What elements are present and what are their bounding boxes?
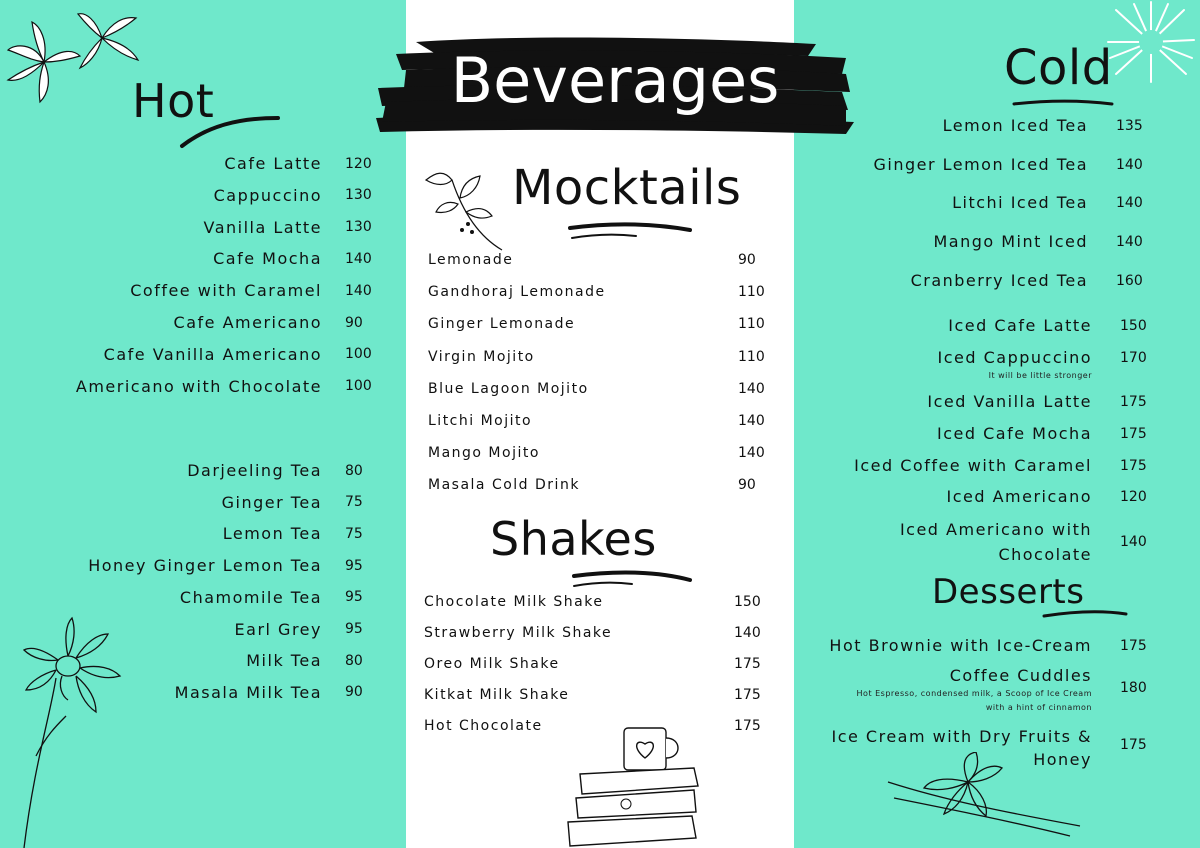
- item-price: 140: [1116, 194, 1143, 211]
- item-name: Americano with Chocolate: [75, 376, 322, 396]
- item-price: 140: [734, 625, 761, 641]
- item-price: 130: [345, 219, 372, 236]
- item-name: Virgin Mojito: [428, 348, 535, 365]
- menu-item: [424, 625, 761, 641]
- item-name: Cafe Vanilla Americano: [103, 344, 322, 364]
- menu-item: [428, 252, 756, 268]
- item-name: Kitkat Milk Shake: [424, 687, 570, 703]
- item-price: 120: [345, 155, 372, 172]
- item-name: Coffee with Caramel: [130, 281, 322, 301]
- menu-item: [0, 651, 363, 671]
- item-name: Ginger Lemonade: [428, 316, 576, 333]
- item-name: Masala Cold Drink: [428, 477, 580, 494]
- menu-item: [0, 682, 363, 702]
- item-name: Coffee Cuddles: [949, 666, 1092, 685]
- item-note: with a hint of cinnamon: [985, 703, 1092, 712]
- item-price: 180: [1120, 680, 1147, 696]
- menu-item: [0, 185, 372, 205]
- shakes-underline: [570, 568, 694, 590]
- desserts-title: Desserts: [932, 572, 1085, 612]
- item-name: Hot Chocolate: [424, 718, 543, 734]
- menu-item: [0, 587, 363, 607]
- menu-item: [802, 487, 1147, 506]
- item-price: 130: [345, 187, 372, 204]
- menu-item: [0, 556, 363, 576]
- item-name: Lemon Iced Tea: [942, 116, 1088, 135]
- menu-item: [802, 316, 1147, 335]
- item-name: Gandhoraj Lemonade: [428, 284, 606, 301]
- menu-item: [798, 271, 1143, 290]
- item-name: Cafe Mocha: [213, 249, 322, 269]
- item-name: Ginger Tea: [221, 492, 322, 512]
- item-price: 150: [1120, 317, 1147, 334]
- item-price: 175: [734, 687, 761, 703]
- item-name: Mango Mojito: [428, 445, 540, 462]
- item-price: 100: [345, 346, 372, 363]
- item-name: Cappuccino: [213, 185, 322, 205]
- menu-item: [428, 445, 765, 462]
- menu-item: [798, 116, 1143, 135]
- item-name: Lemon Tea: [222, 524, 322, 544]
- item-name: Ginger Lemon Iced Tea: [873, 155, 1088, 174]
- mocktails-title: Mocktails: [512, 160, 742, 216]
- item-price: 120: [1120, 488, 1147, 505]
- item-note: Hot Espresso, condensed milk, a Scoop of Ice Cream: [856, 689, 1092, 698]
- book-stack-cup-icon: [566, 724, 702, 848]
- item-price: 140: [738, 380, 765, 397]
- item-note: It will be little stronger: [988, 371, 1092, 380]
- item-price: 95: [345, 621, 363, 637]
- menu-item: [0, 281, 372, 301]
- item-name: Iced Cappuccino: [937, 348, 1092, 367]
- menu-item: [0, 154, 372, 173]
- item-name: Cranberry Iced Tea: [910, 271, 1088, 290]
- item-price: 135: [1116, 117, 1143, 134]
- item-name: Vanilla Latte: [203, 217, 322, 237]
- item-name-line2: Honey: [1033, 750, 1092, 769]
- item-price: 90: [738, 477, 756, 494]
- menu-item: [424, 687, 761, 703]
- item-price: 175: [1120, 425, 1147, 442]
- item-name-line2: Chocolate: [998, 545, 1092, 564]
- item-price: 90: [738, 252, 756, 268]
- menu-item: [0, 524, 363, 544]
- menu-item: [0, 619, 363, 639]
- item-price: 140: [738, 445, 765, 462]
- item-name: Iced Americano: [946, 487, 1092, 506]
- item-price: 150: [734, 594, 761, 610]
- cold-underline: [1010, 98, 1116, 112]
- banner-title: Beverages: [450, 44, 780, 117]
- menu-item: [0, 217, 372, 237]
- menu-item: [0, 376, 372, 396]
- menu-item: [428, 477, 756, 494]
- item-name: Lemonade: [428, 252, 514, 268]
- item-name: Blue Lagoon Mojito: [428, 380, 589, 397]
- item-name: Litchi Mojito: [428, 413, 533, 429]
- item-price: 95: [345, 589, 363, 606]
- item-price: 110: [738, 284, 765, 301]
- firework-burst-icon: [1104, 0, 1198, 84]
- item-name: Mango Mint Iced: [933, 232, 1088, 251]
- item-price: 170: [1120, 349, 1147, 366]
- mocktails-underline: [566, 220, 694, 244]
- item-price: 75: [345, 525, 363, 542]
- item-price: 175: [1120, 457, 1147, 474]
- menu-item: [0, 313, 363, 332]
- menu-item: [802, 392, 1147, 411]
- item-price: 175: [1120, 737, 1147, 753]
- item-price: 140: [345, 282, 372, 299]
- menu-item: [798, 155, 1143, 174]
- item-price: 90: [345, 314, 363, 331]
- item-price: 140: [1116, 233, 1143, 250]
- item-name: Oreo Milk Shake: [424, 656, 560, 672]
- menu-item: [0, 344, 372, 364]
- item-price: 100: [345, 378, 372, 395]
- item-price: 160: [1116, 272, 1143, 289]
- item-name: Cafe Americano: [173, 313, 322, 332]
- item-price: 75: [345, 494, 363, 511]
- item-name: Chocolate Milk Shake: [424, 594, 604, 610]
- menu-item: [428, 380, 765, 397]
- hot-underline: [178, 112, 282, 152]
- item-price: 95: [345, 557, 363, 574]
- shakes-title: Shakes: [490, 512, 657, 566]
- item-name: Litchi Iced Tea: [952, 193, 1088, 212]
- cold-title: Cold: [1004, 40, 1113, 96]
- menu-item: [0, 249, 372, 269]
- menu-item: [798, 232, 1143, 251]
- item-name: Iced Cafe Mocha: [937, 424, 1092, 443]
- menu-item: [0, 492, 363, 512]
- item-name: Earl Grey: [234, 619, 322, 639]
- item-name: Masala Milk Tea: [174, 682, 322, 702]
- item-name: Iced Coffee with Caramel: [854, 456, 1092, 475]
- item-price: 110: [738, 348, 765, 365]
- menu-item: [424, 594, 761, 610]
- item-name: Iced Cafe Latte: [948, 316, 1092, 335]
- desserts-underline: [1040, 608, 1130, 622]
- menu-item: [802, 456, 1147, 475]
- menu-item: [424, 656, 761, 672]
- item-price: 175: [734, 656, 761, 672]
- item-name: Iced Americano with: [899, 520, 1092, 539]
- item-price: 110: [738, 316, 765, 333]
- jasmine-flower-icon: [4, 2, 144, 110]
- item-name: Darjeeling Tea: [187, 461, 322, 480]
- item-name: Cafe Latte: [224, 154, 322, 173]
- item-name: Chamomile Tea: [179, 587, 322, 607]
- item-price: 175: [1120, 637, 1147, 654]
- item-price: 90: [345, 684, 363, 701]
- item-name: Honey Ginger Lemon Tea: [88, 556, 322, 576]
- item-price: 175: [734, 718, 761, 734]
- menu-item: [428, 284, 765, 301]
- item-name: Iced Vanilla Latte: [927, 392, 1092, 411]
- menu-item: [428, 348, 765, 365]
- item-name: Strawberry Milk Shake: [424, 625, 613, 641]
- hot-title: Hot: [132, 74, 215, 128]
- menu-item: [0, 461, 363, 480]
- item-price: 80: [345, 462, 363, 479]
- menu-item: [428, 316, 765, 333]
- item-price: 140: [738, 413, 765, 429]
- item-price: 140: [1116, 156, 1143, 173]
- menu-item: [802, 348, 1147, 367]
- item-price: 140: [1120, 533, 1147, 550]
- menu-item: [802, 636, 1147, 655]
- menu-item: [798, 193, 1143, 212]
- item-name: Hot Brownie with Ice-Cream: [829, 636, 1092, 655]
- item-price: 80: [345, 652, 363, 669]
- item-name: Milk Tea: [246, 651, 322, 671]
- menu-item: [428, 413, 765, 429]
- item-price: 140: [345, 250, 372, 267]
- leaf-sprig-icon: [422, 160, 506, 254]
- item-name: Ice Cream with Dry Fruits &: [831, 727, 1092, 746]
- item-price: 175: [1120, 393, 1147, 410]
- menu-item: [802, 424, 1147, 443]
- menu-item: [424, 718, 761, 734]
